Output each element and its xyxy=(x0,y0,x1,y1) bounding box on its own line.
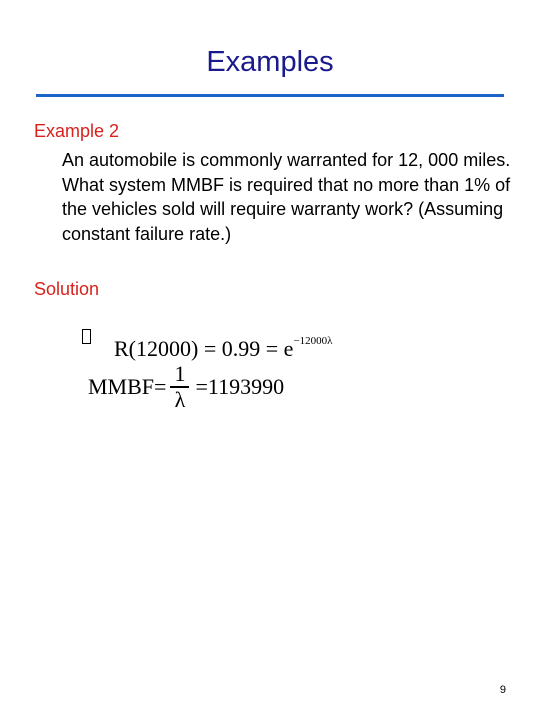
eq2-lhs: MMBF xyxy=(88,373,155,399)
missing-glyph-icon xyxy=(82,329,91,344)
eq1-equals-a: = xyxy=(198,336,222,361)
mmbf-equation xyxy=(88,362,284,412)
slide-title: Examples xyxy=(206,46,334,78)
reliability-equation xyxy=(114,326,332,364)
eq1-exponent: −12000λ xyxy=(293,335,333,347)
eq1-equals-b: = xyxy=(260,336,284,361)
eq1-base: e xyxy=(283,336,294,361)
title-divider xyxy=(36,94,504,97)
page-number: 9 xyxy=(499,684,506,696)
example-heading: Example 2 xyxy=(34,121,120,141)
eq2-numerator: 1 xyxy=(174,361,186,386)
eq1-value: 0.99 xyxy=(221,336,261,361)
eq2-result: 1193990 xyxy=(207,373,285,399)
eq2-denominator: λ xyxy=(174,386,186,412)
solution-heading: Solution xyxy=(34,279,100,299)
eq2-equals-b: = xyxy=(195,373,208,399)
eq1-lhs: R(12000) xyxy=(114,336,199,361)
eq2-equals-a: = xyxy=(154,373,167,399)
eq2-fraction xyxy=(170,362,189,412)
problem-text: An automobile is commonly warranted for 12, 000 miles. What system MMBF is required that no more than 1% of the vehicles sold will require warranty work? (Assuming constant failure rate.) xyxy=(62,150,511,244)
